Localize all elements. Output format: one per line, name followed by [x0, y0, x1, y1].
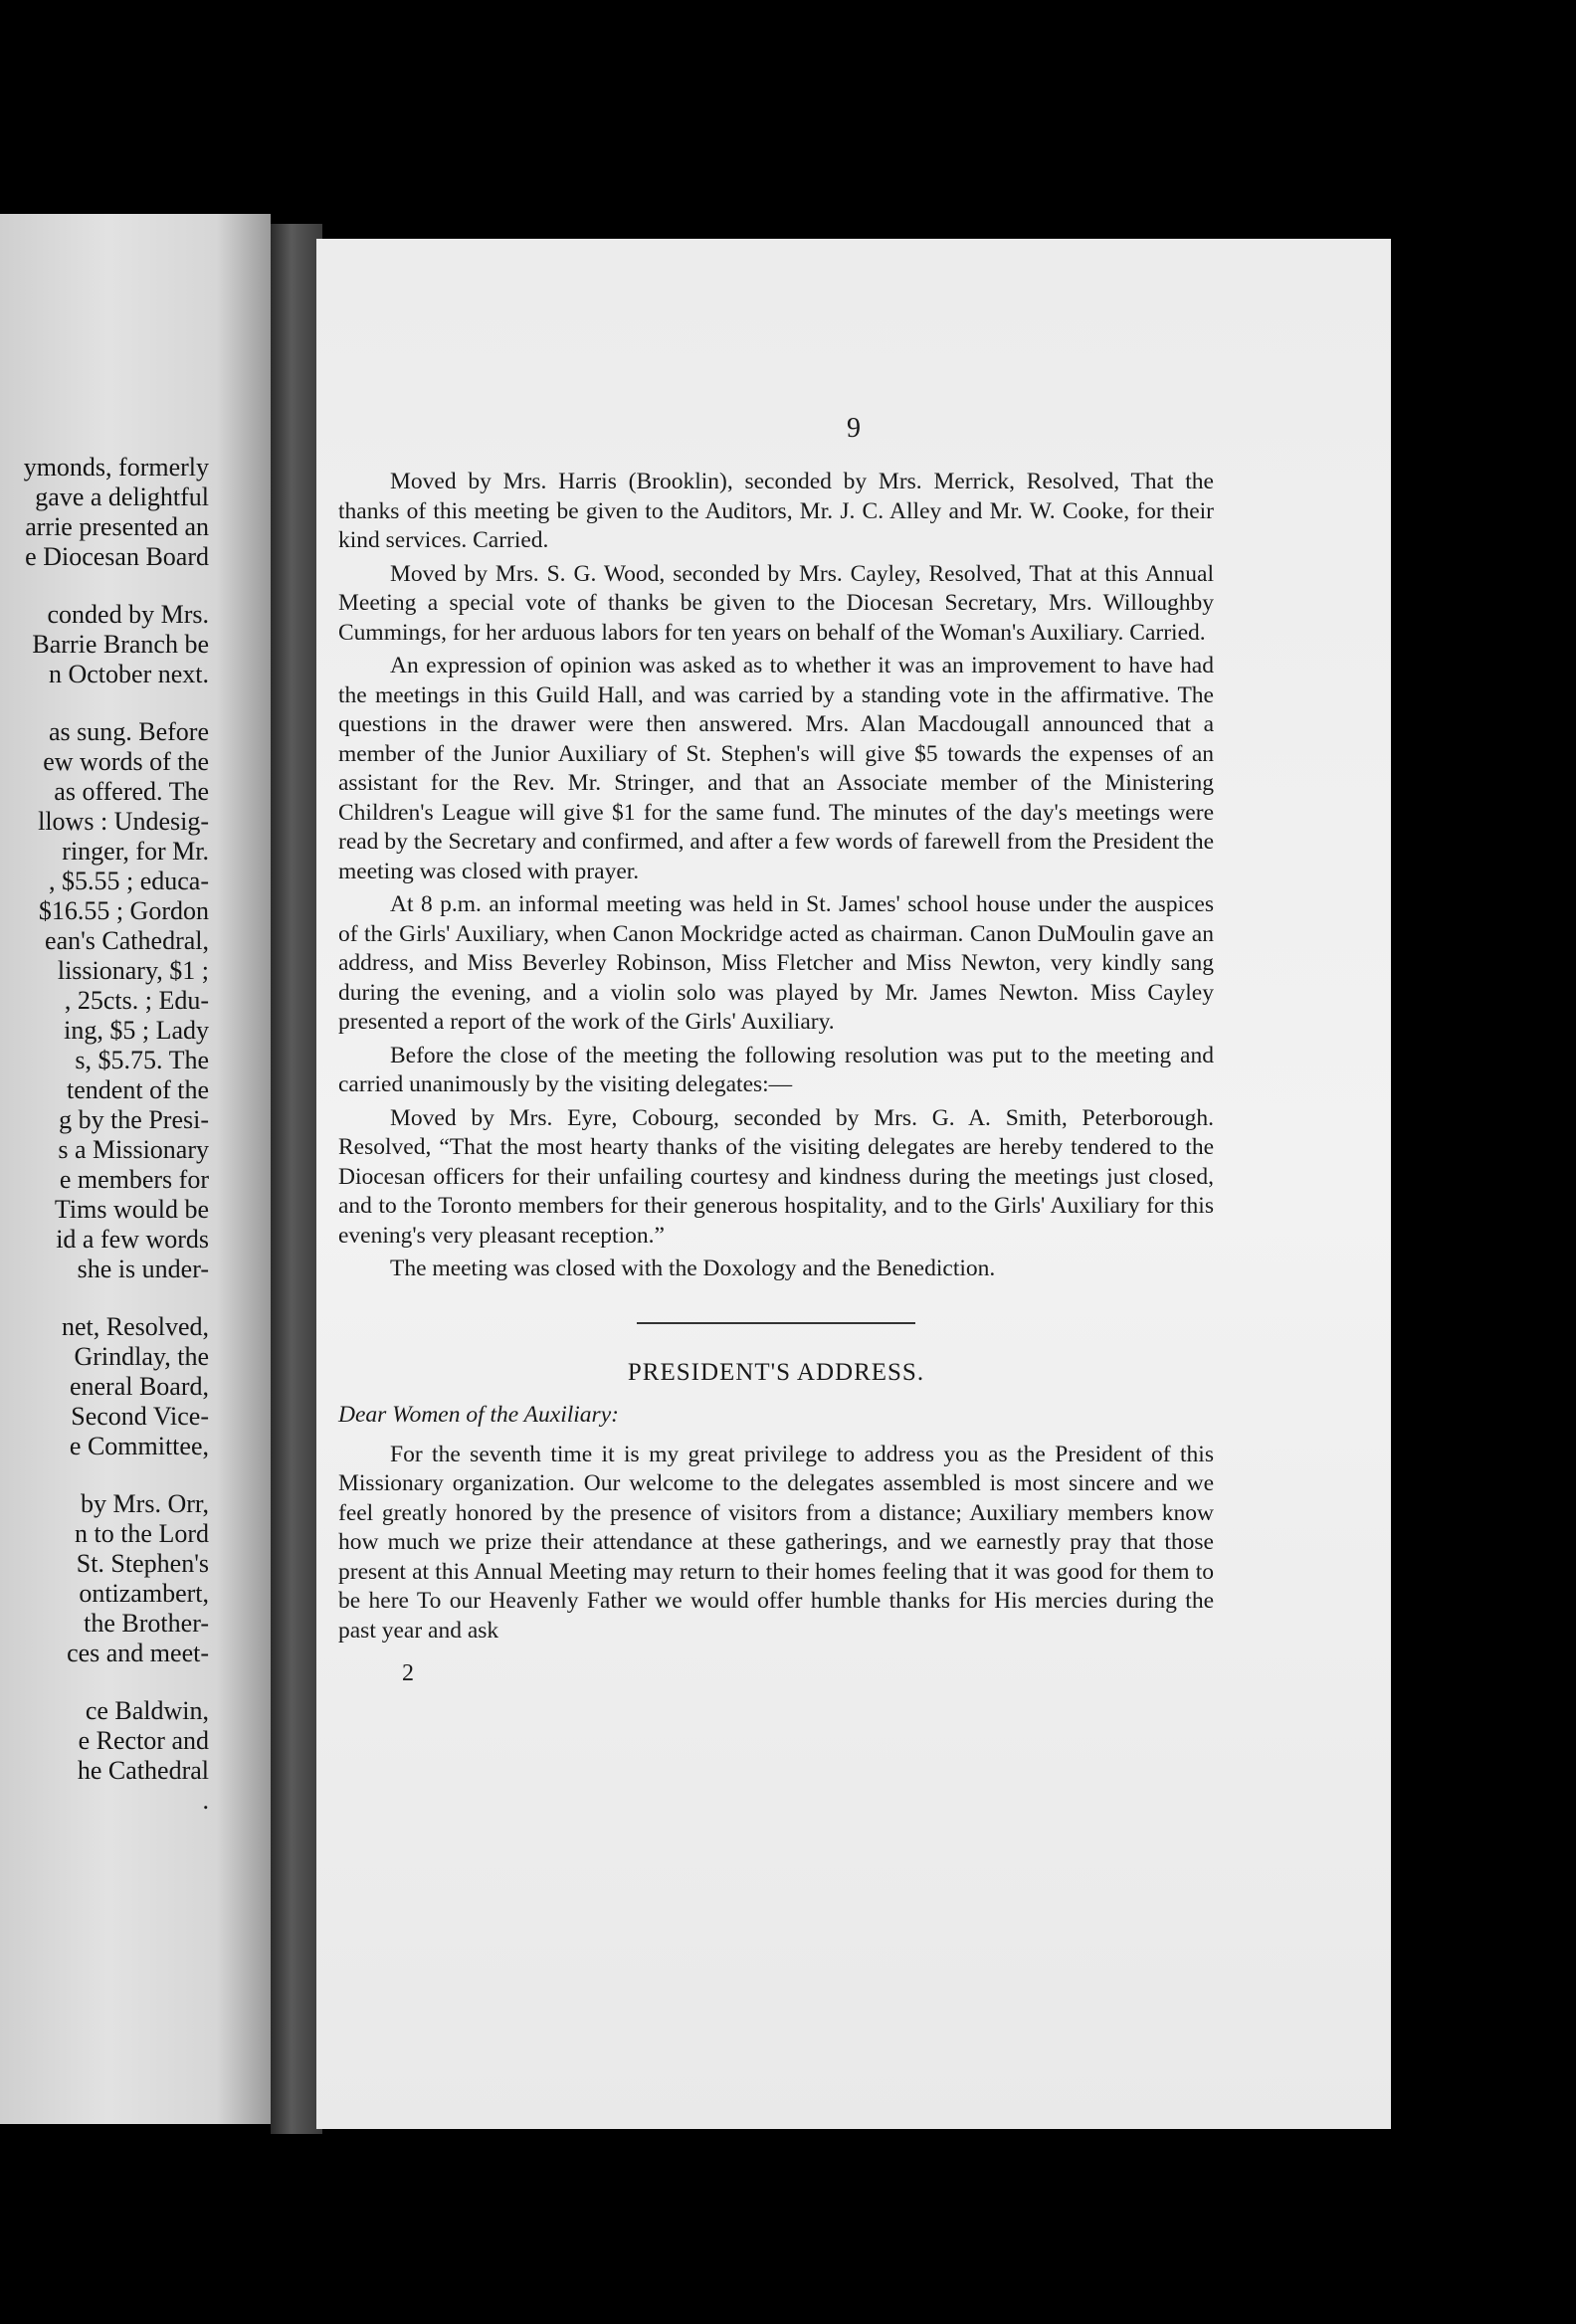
left-page-gap	[0, 1461, 209, 1489]
left-page-line: ces and meet-	[67, 1639, 209, 1667]
left-page-gap	[0, 689, 209, 717]
left-page-line: gave a delightful	[35, 483, 209, 511]
left-page-line: St. Stephen's	[76, 1549, 209, 1578]
paragraph-6: Moved by Mrs. Eyre, Cobourg, seconded by Mrs. G. A. Smith, Peterborough. Resolved, “That the most hearty thanks of the visiting delegates are hereby tendered to the Diocesan officers for their unfailing courtesy and kindness during the meetings just closed, and to the Toronto members for their generous hospitality, and to the Girls' Auxiliary for this evening's very pleasant reception.”	[338, 1104, 1214, 1249]
left-page-line: ce Baldwin,	[85, 1696, 209, 1725]
left-page-line: e Rector and	[78, 1726, 209, 1755]
page-content	[338, 468, 1214, 1689]
salutation: Dear Women of the Auxiliary:	[338, 1402, 619, 1428]
left-page-line: as offered. The	[54, 777, 209, 806]
left-page-line: as sung. Before	[48, 717, 209, 746]
left-page-line: , 25cts. ; Edu-	[64, 986, 209, 1015]
left-page-line: Grindlay, the	[74, 1342, 209, 1371]
left-page-line: ing, $5 ; Lady	[64, 1016, 209, 1045]
section-divider	[637, 1322, 915, 1324]
left-page-line: lissionary, $1 ;	[57, 956, 209, 985]
left-page-line: , $5.55 ; educa-	[48, 867, 209, 895]
left-page-gap	[0, 1668, 209, 1696]
left-page-line: by Mrs. Orr,	[81, 1489, 209, 1518]
left-page-line: ew words of the	[43, 747, 209, 776]
paragraph-7: The meeting was closed with the Doxology and the Benediction.	[390, 1256, 996, 1281]
paragraph-2: Moved by Mrs. S. G. Wood, seconded by Mrs. Cayley, Resolved, That at this Annual Meeting a special vote of thanks be given to the Diocesan Secretary, Mrs. Willoughby Cummings, for her arduous labors for ten years on behalf of the Woman's Auxiliary. Carried.	[338, 560, 1214, 646]
paragraph-5: Before the close of the meeting the following resolution was put to the meeting and carried unanimously by the visiting delegates:—	[338, 1042, 1214, 1097]
paragraph-1: Moved by Mrs. Harris (Brooklin), seconded by Mrs. Merrick, Resolved, That the thanks of this meeting be given to the Auditors, Mr. J. C. Alley and Mr. W. Cooke, for their kind services. Carried.	[338, 469, 1214, 553]
left-page-line: e Diocesan Board	[25, 542, 209, 571]
right-page	[316, 239, 1391, 2129]
left-page-line: ringer, for Mr.	[62, 837, 209, 866]
left-page-line: he Cathedral	[77, 1756, 209, 1785]
book-spine	[271, 224, 322, 2134]
left-page-line: Second Vice-	[71, 1402, 209, 1431]
left-page-line: she is under-	[77, 1255, 209, 1283]
left-page-text	[0, 453, 209, 1816]
left-page	[0, 214, 271, 2124]
paragraph-3: An expression of opinion was asked as to whether it was an improvement to have had the meetings in this Guild Hall, and was carried by a standing vote in the affirmative. The questions in the drawer were then answered. Mrs. Alan Macdougall announced that a member of the Junior Auxiliary of St. Stephen's will give $5 towards the expenses of an assistant for the Rev. Mr. Stringer, and that an Associate member of the Ministering Children's League will give $1 for the same fund. The minutes of the day's meetings were read by the Secretary and confirmed, and after a few words of farewell from the President the meeting was closed with prayer.	[338, 653, 1214, 884]
left-page-line: eneral Board,	[69, 1372, 209, 1401]
left-page-line: g by the Presi-	[59, 1105, 209, 1134]
left-page-gap	[0, 1284, 209, 1312]
left-page-line: s a Missionary	[58, 1135, 209, 1164]
left-page-gap	[0, 572, 209, 600]
page-number: 9	[847, 413, 861, 444]
left-page-line: id a few words	[56, 1225, 209, 1254]
left-page-line: $16.55 ; Gordon	[38, 896, 209, 925]
left-page-line: conded by Mrs.	[47, 600, 209, 629]
left-page-line: e members for	[59, 1165, 209, 1194]
signature-mark: 2	[402, 1660, 414, 1686]
section-heading: PRESIDENT'S ADDRESS.	[627, 1358, 925, 1386]
left-page-line: n October next.	[48, 660, 209, 688]
left-page-line: s, $5.75. The	[75, 1046, 209, 1074]
left-page-line: llows : Undesig-	[38, 807, 209, 836]
left-page-line: Barrie Branch be	[32, 630, 209, 659]
address-paragraph: For the seventh time it is my great privilege to address you as the President of this Missionary organization. Our welcome to the delegates assembled is most sincere and we feel greatly honored by the presence of visitors from a distance; Auxiliary members know how much we prize their attendance at these gatherings, and we earnestly pray that those present at this Annual Meeting may return to their homes feeling that it was good for them to be here To our Heavenly Father we would offer humble thanks for His mercies during the past year and ask	[338, 1441, 1214, 1644]
left-page-line: ean's Cathedral,	[45, 926, 209, 955]
left-page-line: net, Resolved,	[61, 1312, 209, 1341]
left-page-line: tendent of the	[67, 1075, 209, 1104]
left-page-line: the Brother-	[84, 1609, 209, 1638]
left-page-line: arrie presented an	[25, 512, 209, 541]
paragraph-4: At 8 p.m. an informal meeting was held in St. James' school house under the auspices of the Girls' Auxiliary, when Canon Mockridge acted as chairman. Canon DuMoulin gave an address, and Miss Beverley Robinson, Miss Fletcher and Miss Newton, very kindly sang during the evening, and a violin solo was played by Mr. James Newton. Miss Cayley presented a report of the work of the Girls' Auxiliary.	[338, 891, 1214, 1035]
left-page-line: Tims would be	[54, 1195, 209, 1224]
left-page-line: e Committee,	[69, 1432, 209, 1460]
left-page-line: n to the Lord	[74, 1519, 209, 1548]
left-page-line: ymonds, formerly	[23, 453, 209, 482]
left-page-line: .	[202, 1786, 209, 1815]
left-page-line: ontizambert,	[79, 1579, 209, 1608]
